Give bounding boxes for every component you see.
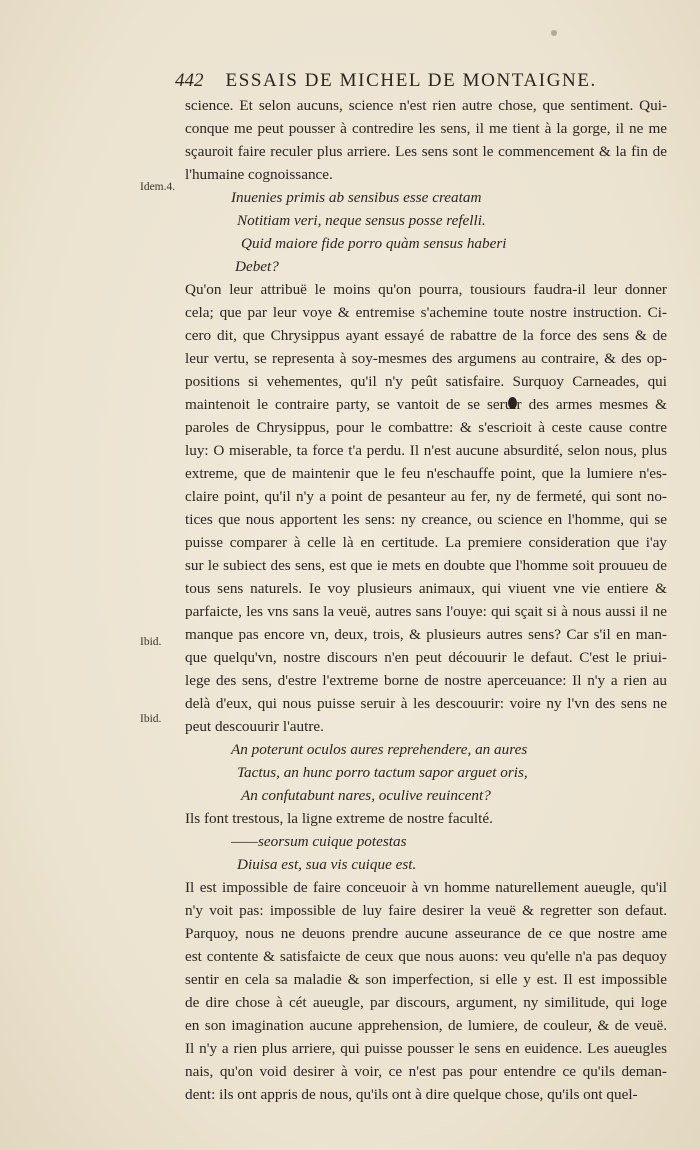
text-line: luy: O miserable, ta force t'a perdu. Il n'est aucune absurdité, selon nous, plus <box>185 442 667 459</box>
verse-line: Debet? <box>235 258 279 275</box>
text-line: cela; que par leur voye & entremise s'achemine toute nostre instruction. Ci- <box>185 304 667 321</box>
paper-spot <box>551 30 557 36</box>
text-body <box>185 94 667 1106</box>
text-line: n'y voit pas: impossible de luy faire desirer la veuë & regretter son defaut. <box>185 902 667 919</box>
margin-note-ibid-2: Ibid. <box>140 713 162 725</box>
text-line: que quelqu'vn, nostre discours n'en peut découurir le defaut. C'est le priui- <box>185 649 667 666</box>
running-title: ESSAIS DE MICHEL DE MONTAIGNE. <box>225 70 597 91</box>
text-line: science. Et selon aucuns, science n'est rien autre chose, que sentiment. Qui- <box>185 97 667 114</box>
verse-line: Quid maiore fide porro quàm sensus haberi <box>241 235 507 252</box>
text-line: Il n'y a rien plus arriere, qui puisse pousser le sens en euidence. Les aueugles <box>185 1040 667 1057</box>
prose-paragraph <box>185 94 667 186</box>
text-line: leur vertu, se representa à soy-mesmes des argumens au contraire, & des op- <box>185 350 667 367</box>
text-line: delà d'eux, qui nous puisse seruir à les descouurir: voire ny l'vn des sens ne <box>185 695 667 712</box>
text-line: maintenoit le contraire party, se vantoit de se seruir des armes mesmes & <box>185 396 667 413</box>
verse-quotation <box>185 738 667 807</box>
text-line: claire point, qu'il n'y a point de pesanteur au fer, ny de fermeté, qui sont no- <box>185 488 667 505</box>
text-line: parfaicte, les vns sans la veuë, autres sans l'ouye: qui sçait si à nous aussi il ne <box>185 603 667 620</box>
text-line: dent: ils ont appris de nous, qu'ils ont à dire quelque chose, qu'ils ont quel- <box>185 1086 638 1103</box>
prose-paragraph <box>185 876 667 1106</box>
text-line: cero dit, que Chrysippus ayant essayé de rabattre de la force des sens & de <box>185 327 667 344</box>
verse-quotation <box>185 830 667 876</box>
margin-note-ibid-1: Ibid. <box>140 636 162 648</box>
prose-paragraph <box>185 278 667 738</box>
page-number: 442 <box>175 70 204 91</box>
margin-note-idem: Idem.4. <box>140 181 176 193</box>
verse-line: An poterunt oculos aures reprehendere, an aures <box>231 741 528 758</box>
text-line: sentir en cela sa maladie & son imperfection, si elle y est. Il est impossible <box>185 971 667 988</box>
text-line: sçauroit faire reculer plus arriere. Les sens sont le commencement & la fin de <box>185 143 667 160</box>
text-line: tous sens naturels. Ie voy plusieurs animaux, qui viuent vne vie entiere & <box>185 580 667 597</box>
text-line: est contente & satisfaicte de ceux que nous auons: veu qu'elle n'a pas dequoy <box>185 948 667 965</box>
prose-paragraph <box>185 807 667 830</box>
verse-quotation <box>185 186 667 278</box>
text-line: Il est impossible de faire conceuoir à vn homme naturellement aueugle, qu'il <box>185 879 667 896</box>
text-line: de dire chose à cét aueugle, par discours, argument, ny similitude, qui loge <box>185 994 667 1011</box>
text-line: en son imagination aucune apprehension, de lumiere, de couleur, & de veuë. <box>185 1017 667 1034</box>
text-line: Qu'on leur attribuë le moins qu'on pourra, tousiours faudra-il leur donner <box>185 281 667 298</box>
text-line: paroles de Chrysippus, pour le combattre: & s'escrioit à ceste cause contre <box>185 419 667 436</box>
text-line: nais, qu'on void desirer à voir, ce n'est pas pour entendre ce qu'ils deman- <box>185 1063 667 1080</box>
verse-line: Inuenies primis ab sensibus esse creatam <box>231 189 482 206</box>
verse-line: ——seorsum cuique potestas <box>231 833 407 850</box>
text-line: sur le subiect des sens, est que ie mets en doubte que l'homme soit prouueu de <box>185 557 667 574</box>
text-line: extreme, que de maintenir que le feu n'eschauffe point, que la lumiere n'es- <box>185 465 667 482</box>
text-line: lege des sens, d'estre l'extreme borne de nostre aperceuance: Il n'y a rien au <box>185 672 667 689</box>
running-header <box>175 70 655 92</box>
text-line: l'humaine cognoissance. <box>185 166 333 183</box>
text-line: conque me peut pousser à contredire les sens, il me tient à la gorge, il ne me <box>185 120 667 137</box>
text-line: peut descouurir l'autre. <box>185 718 324 735</box>
text-line: tices que nous apportent les sens: ny creance, ou science en l'homme, qui se <box>185 511 667 528</box>
text-line: positions si vehementes, qu'il n'y peût satisfaire. Surquoy Carneades, qui <box>185 373 667 390</box>
text-line: Parquoy, nous ne deuons prendre aucune asseurance de ce que nostre ame <box>185 925 667 942</box>
verse-line: Tactus, an hunc porro tactum sapor arguet oris, <box>237 764 528 781</box>
verse-line: Notitiam veri, neque sensus posse refelli. <box>237 212 486 229</box>
text-line: puisse comparer à celle là en certitude. La premiere consideration que i'ay <box>185 534 667 551</box>
text-line: Ils font trestous, la ligne extreme de nostre faculté. <box>185 810 493 827</box>
text-line: manque pas encore vn, deux, trois, & plusieurs autres sens? Car s'il en man- <box>185 626 667 643</box>
verse-line: Diuisa est, sua vis cuique est. <box>237 856 417 873</box>
verse-line: An confutabunt nares, oculive reuincent? <box>241 787 491 804</box>
